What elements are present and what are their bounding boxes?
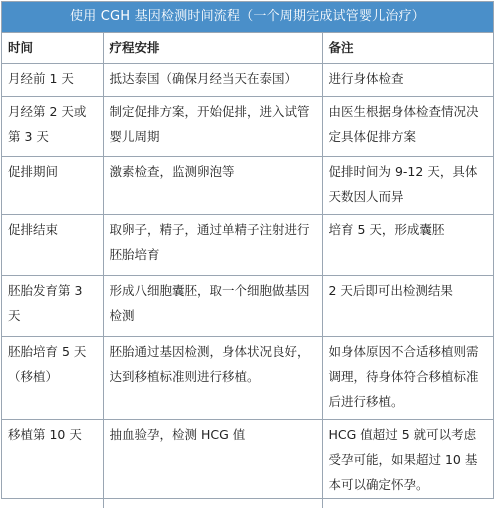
- header-time: 时间: [2, 33, 103, 64]
- header-note: 备注: [322, 33, 493, 64]
- table-row: [2, 276, 493, 337]
- cell-plan: 取卵子，精子，通过单精子注射进行胚胎培育: [103, 215, 322, 276]
- table-row: [2, 157, 493, 215]
- header-row: [2, 33, 493, 64]
- schedule-table: [2, 32, 493, 508]
- cell-note: 促排时间为 9-12 天，具体天数因人而异: [322, 157, 493, 215]
- cell-note: 如身体原因不合适移植则需调理，待身体符合移植标准后进行移植。: [322, 337, 493, 420]
- cell-time: 胚胎发育第 3 天: [2, 276, 103, 337]
- cell-plan: 形成八细胞囊胚，取一个细胞做基因检测: [103, 276, 322, 337]
- cell-note: 2 天后即可出检测结果: [322, 276, 493, 337]
- table-title: 使用 CGH 基因检测时间流程（一个周期完成试管婴儿治疗）: [2, 2, 493, 32]
- cell-plan: 抵达泰国（确保月经当天在泰国）: [103, 64, 322, 97]
- cell-time: 移植第 10 天: [2, 420, 103, 508]
- cell-note: 由医生根据身体检查情况决定具体促排方案: [322, 97, 493, 157]
- cell-time: 月经前 1 天: [2, 64, 103, 97]
- table-row: [2, 97, 493, 157]
- table-row: [2, 64, 493, 97]
- cell-plan: 激素检查，监测卵泡等: [103, 157, 322, 215]
- schedule-container: [1, 1, 494, 499]
- table-row: [2, 337, 493, 420]
- table-row: [2, 420, 493, 508]
- cell-time: 促排结束: [2, 215, 103, 276]
- cell-note: 进行身体检查: [322, 64, 493, 97]
- cell-note: HCG 值超过 5 就可以考虑受孕可能，如果超过 10 基本可以确定怀孕。: [322, 420, 493, 508]
- cell-time: 促排期间: [2, 157, 103, 215]
- cell-plan: 抽血验孕，检测 HCG 值: [103, 420, 322, 508]
- table-row: [2, 215, 493, 276]
- header-plan: 疗程安排: [103, 33, 322, 64]
- cell-plan: 胚胎通过基因检测，身体状况良好，达到移植标准则进行移植。: [103, 337, 322, 420]
- cell-note: 培育 5 天，形成囊胚: [322, 215, 493, 276]
- cell-time: 月经第 2 天或第 3 天: [2, 97, 103, 157]
- cell-time: 胚胎培育 5 天（移植）: [2, 337, 103, 420]
- cell-plan: 制定促排方案，开始促排，进入试管婴儿周期: [103, 97, 322, 157]
